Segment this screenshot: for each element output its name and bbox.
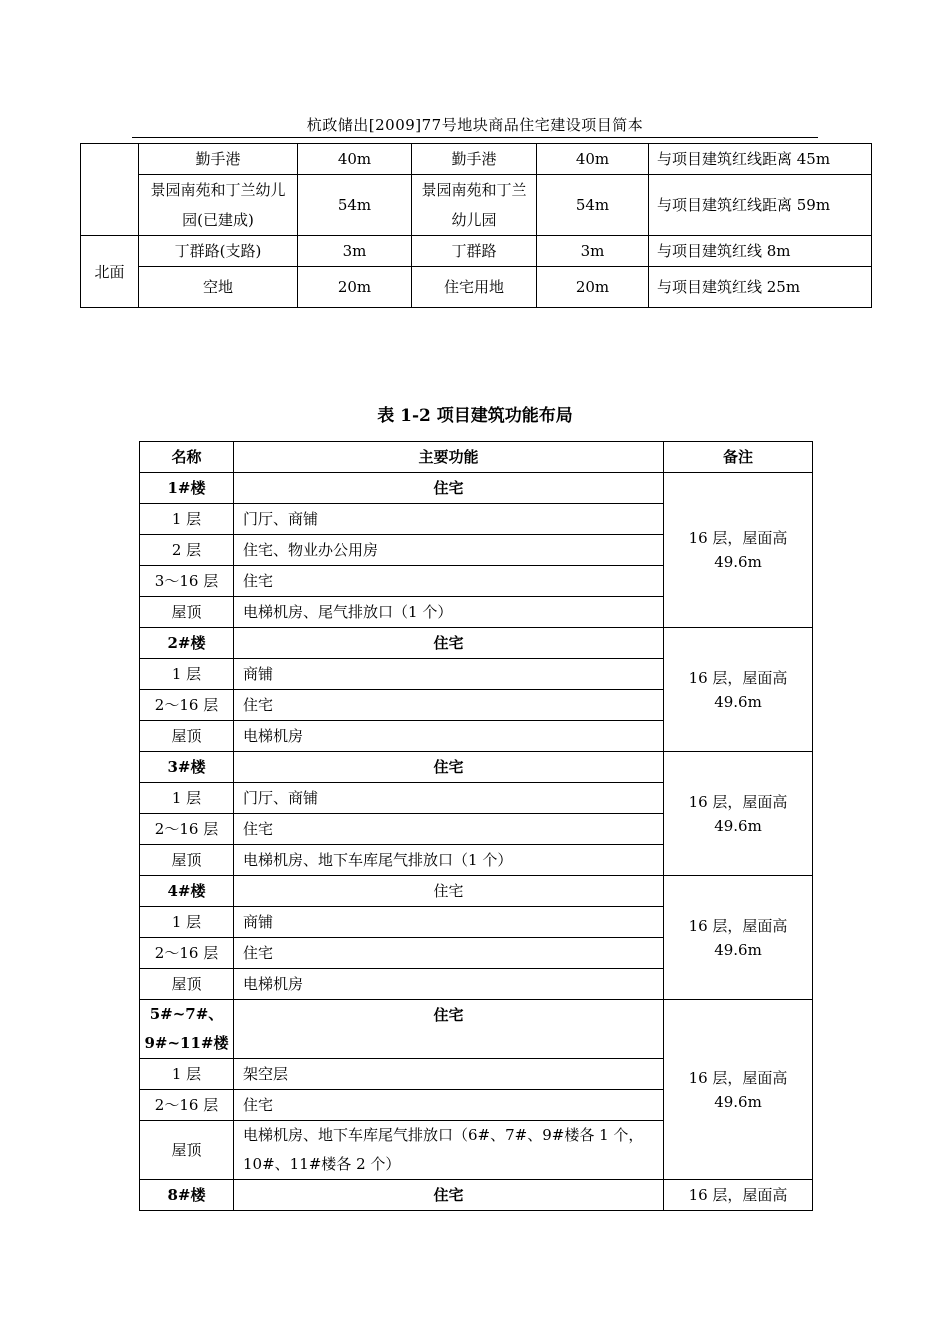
floor-function: 住宅 (234, 938, 664, 969)
floor-function: 住宅 (234, 690, 664, 721)
current-distance-cell: 20m (298, 267, 412, 308)
floor-function-line: 电梯机房、地下车库尾气排放口（6#、7#、9#楼各 1 个， (243, 1126, 644, 1144)
remark-line: 49.6m (714, 553, 762, 571)
building-name: 2#楼 (140, 628, 234, 659)
page-header: 杭政储出[2009]77号地块商品住宅建设项目简本 (306, 116, 644, 134)
building-function: 住宅 (234, 473, 664, 504)
current-distance-cell: 3m (298, 236, 412, 267)
building-function: 住宅 (234, 1000, 664, 1059)
planned-distance-cell: 3m (537, 236, 649, 267)
current-name-cell: 勤手港 (139, 144, 298, 175)
floor-name: 2～16 层 (140, 1090, 234, 1121)
building-row (140, 752, 813, 783)
remark-line: 16 层，屋面高 (688, 792, 788, 811)
building-function: 住宅 (234, 876, 664, 907)
floor-function: 电梯机房 (234, 721, 664, 752)
note-cell: 与项目建筑红线距离 45m (649, 144, 872, 175)
remark-line: 49.6m (714, 816, 762, 835)
floor-name: 屋顶 (140, 969, 234, 1000)
remark-line: 16 层，屋面高 (688, 529, 788, 547)
current-name-cell: 空地 (139, 267, 298, 308)
building-name-line: 5#~7#、 (149, 1005, 224, 1023)
floor-name: 2～16 层 (140, 690, 234, 721)
floor-function: 电梯机房 (234, 969, 664, 1000)
building-name: 4#楼 (140, 876, 234, 907)
building-name: 8#楼 (140, 1180, 234, 1211)
floor-function: 住宅 (234, 814, 664, 845)
building-remark (664, 752, 813, 876)
table-header-row (140, 442, 813, 473)
remark-line: 16 层，屋面高 (688, 916, 788, 935)
remark-line: 16 层，屋面高 (688, 668, 788, 687)
building-remark: 16 层，屋面高 (664, 1180, 813, 1211)
building-name: 3#楼 (140, 752, 234, 783)
planned-distance-cell: 20m (537, 267, 649, 308)
remark-line: 16 层，屋面高 (688, 1068, 788, 1087)
floor-function: 电梯机房、地下车库尾气排放口（1 个） (234, 845, 664, 876)
function-layout-table (139, 441, 813, 1211)
table-row (81, 175, 872, 236)
building-row (140, 1180, 813, 1211)
floor-name: 屋顶 (140, 1121, 234, 1180)
building-remark (664, 628, 813, 752)
current-distance-cell: 40m (298, 144, 412, 175)
planned-name-cell: 景园南苑和丁兰幼儿园 (412, 175, 537, 236)
floor-name: 屋顶 (140, 721, 234, 752)
table-row (81, 144, 872, 175)
planned-name-cell: 丁群路 (412, 236, 537, 267)
floor-name: 1 层 (140, 659, 234, 690)
direction-cell (81, 144, 139, 236)
floor-function: 住宅 (234, 566, 664, 597)
building-row (140, 628, 813, 659)
table-row (81, 236, 872, 267)
floor-function: 门厅、商铺 (234, 783, 664, 814)
floor-function: 住宅 (234, 1090, 664, 1121)
floor-name: 屋顶 (140, 597, 234, 628)
building-remark (664, 473, 813, 628)
floor-function: 商铺 (234, 907, 664, 938)
building-name-line: 9#~11#楼 (144, 1034, 229, 1052)
header-rule (132, 137, 818, 138)
remark-line: 49.6m (714, 940, 762, 959)
floor-name: 2 层 (140, 535, 234, 566)
building-row (140, 876, 813, 907)
building-name (140, 1000, 234, 1059)
current-name-cell: 景园南苑和丁兰幼儿园(已建成) (139, 175, 298, 236)
floor-name: 2～16 层 (140, 938, 234, 969)
floor-function: 电梯机房、尾气排放口（1 个） (234, 597, 664, 628)
floor-function: 架空层 (234, 1059, 664, 1090)
floor-name: 3～16 层 (140, 566, 234, 597)
floor-function (234, 1121, 664, 1180)
table-title: 表 1-2 项目建筑功能布局 (377, 406, 573, 426)
building-row (140, 1000, 813, 1059)
planned-distance-cell: 54m (537, 175, 649, 236)
current-name-cell: 丁群路(支路) (139, 236, 298, 267)
surroundings-table (80, 143, 872, 308)
note-cell: 与项目建筑红线 8m (649, 236, 872, 267)
planned-name-cell: 住宅用地 (412, 267, 537, 308)
floor-function: 门厅、商铺 (234, 504, 664, 535)
floor-name: 2～16 层 (140, 814, 234, 845)
direction-cell: 北面 (81, 236, 139, 308)
note-cell: 与项目建筑红线 25m (649, 267, 872, 308)
planned-name-cell: 勤手港 (412, 144, 537, 175)
building-function: 住宅 (234, 1180, 664, 1211)
planned-distance-cell: 40m (537, 144, 649, 175)
header-remark: 备注 (664, 442, 813, 473)
floor-name: 1 层 (140, 1059, 234, 1090)
building-row (140, 473, 813, 504)
remark-line: 49.6m (714, 1092, 762, 1111)
building-name: 1#楼 (140, 473, 234, 504)
floor-name: 1 层 (140, 783, 234, 814)
header-function: 主要功能 (234, 442, 664, 473)
table-row (81, 267, 872, 308)
building-function: 住宅 (234, 752, 664, 783)
floor-function: 商铺 (234, 659, 664, 690)
current-distance-cell: 54m (298, 175, 412, 236)
header-name: 名称 (140, 442, 234, 473)
floor-name: 1 层 (140, 504, 234, 535)
building-remark (664, 876, 813, 1000)
note-cell: 与项目建筑红线距离 59m (649, 175, 872, 236)
building-remark (664, 1000, 813, 1180)
remark-line: 49.6m (714, 692, 762, 711)
floor-function-line: 10#、11#楼各 2 个） (243, 1155, 401, 1173)
floor-function: 住宅、物业办公用房 (234, 535, 664, 566)
floor-name: 屋顶 (140, 845, 234, 876)
floor-name: 1 层 (140, 907, 234, 938)
building-function: 住宅 (234, 628, 664, 659)
